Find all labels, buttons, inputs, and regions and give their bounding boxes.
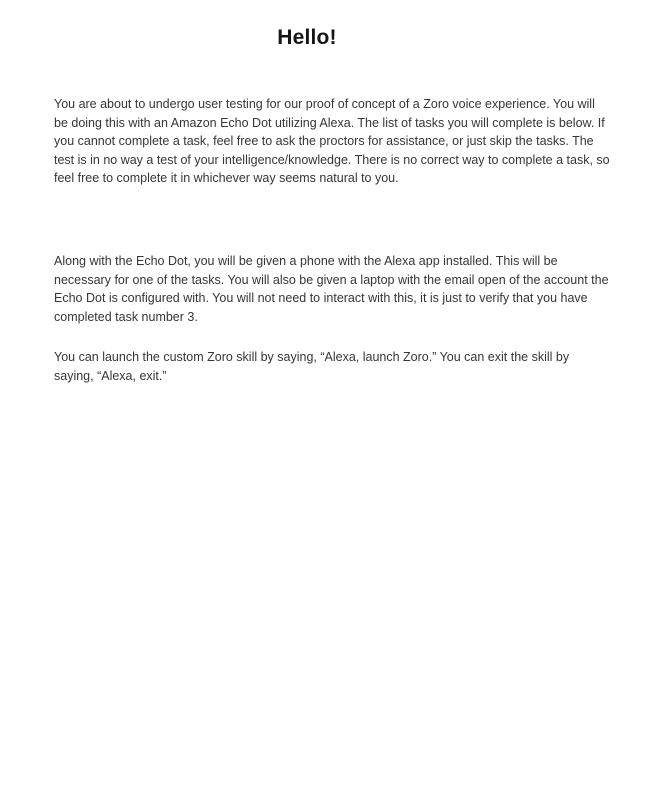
skill-instructions-paragraph: You can launch the custom Zoro skill by saying, “Alexa, launch Zoro.” You can exit the skill by saying, “Alexa, exit.” (54, 350, 570, 383)
intro-paragraph: You are about to undergo user testing for our proof of concept of a Zoro voice experience. You will be doing this with an Amazon Echo Dot utilizing Alexa. The list of tasks you will complete is below. If you cannot complete a task, feel free to ask the proctors for assistance, or just skip the tasks. The test is in no way a test of your intelligence/knowledge. There is no correct way to complete a task, so feel free to complete it in whichever way seems natural to you. (54, 97, 610, 186)
equipment-paragraph: Along with the Echo Dot, you will be given a phone with the Alexa app installed. This will be necessary for one of the tasks. You will also be given a laptop with the email open of the account the Echo Dot is configured with. You will not need to interact with this, it is just to verify that you have completed task number 3. (54, 254, 609, 324)
document-title: Hello! (277, 26, 337, 49)
